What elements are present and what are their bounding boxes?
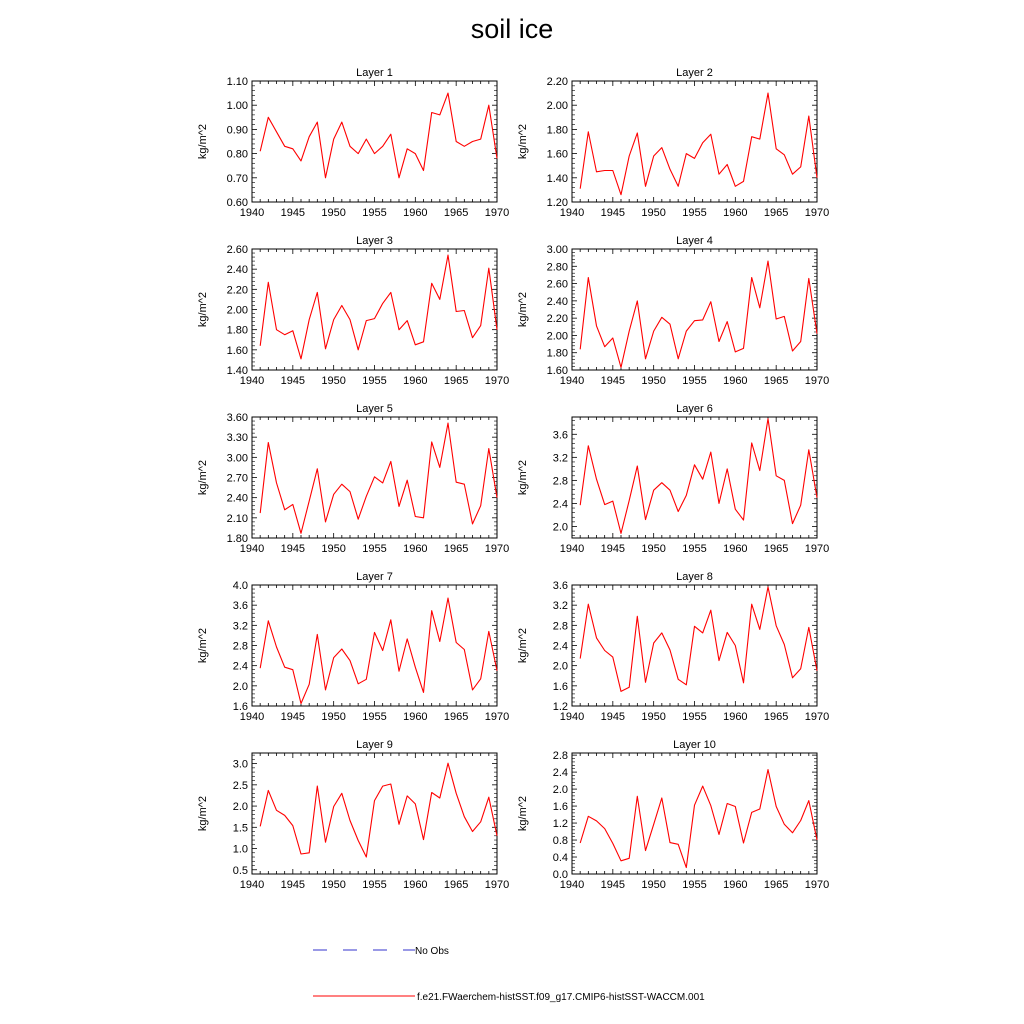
y-tick-label: 2.00 (546, 100, 568, 113)
x-tick-label: 1955 (362, 375, 387, 387)
x-tick-label: 1945 (280, 711, 306, 723)
y-tick-label: 2.00 (226, 304, 248, 317)
x-tick-label: 1970 (804, 375, 830, 387)
series-line (260, 598, 497, 703)
y-tick-label: 1.6 (232, 701, 248, 713)
y-tick-label: 1.80 (546, 124, 568, 137)
y-tick-label: 2.8 (552, 750, 568, 763)
panel-title: Layer 2 (676, 67, 713, 79)
y-tick-label: 2.4 (552, 640, 568, 653)
x-tick-label: 1970 (484, 879, 510, 891)
x-tick-label: 1955 (682, 543, 707, 555)
x-tick-label: 1960 (403, 879, 428, 891)
y-axis-label: kg/m^2 (197, 459, 209, 496)
chart-panel-10 (517, 739, 829, 891)
y-axis-label: kg/m^2 (197, 291, 209, 328)
x-tick-label: 1955 (682, 711, 707, 723)
y-tick-label: 2.0 (232, 801, 248, 814)
x-tick-label: 1945 (600, 375, 626, 387)
y-tick-label: 2.8 (552, 620, 568, 633)
panel-title: Layer 9 (356, 739, 393, 751)
x-tick-label: 1950 (641, 879, 666, 891)
y-axis-label: kg/m^2 (517, 627, 529, 664)
y-tick-label: 2.40 (226, 492, 248, 505)
y-tick-label: 3.0 (232, 758, 248, 771)
y-tick-label: 1.60 (226, 344, 248, 357)
x-tick-label: 1965 (763, 879, 789, 891)
x-tick-label: 1940 (559, 543, 585, 555)
x-tick-label: 1970 (804, 207, 830, 219)
x-tick-label: 1950 (321, 879, 346, 891)
x-tick-label: 1955 (362, 879, 387, 891)
y-tick-label: 1.0 (232, 843, 248, 856)
series-line (580, 587, 817, 691)
x-tick-label: 1965 (443, 207, 469, 219)
x-tick-label: 1960 (403, 543, 428, 555)
chart-panel-2 (517, 67, 829, 219)
y-tick-label: 0.70 (226, 172, 248, 185)
y-tick-label: 2.8 (232, 640, 248, 653)
x-tick-label: 1950 (321, 207, 346, 219)
x-tick-label: 1955 (362, 711, 387, 723)
chart-panel-9 (197, 739, 509, 891)
x-tick-label: 1950 (321, 375, 346, 387)
x-tick-label: 1955 (682, 207, 707, 219)
x-tick-label: 1945 (600, 207, 626, 219)
y-axis-label: kg/m^2 (197, 123, 209, 160)
series-line (580, 419, 817, 534)
y-tick-label: 0.8 (552, 835, 568, 848)
y-tick-label: 4.0 (232, 580, 248, 592)
y-tick-label: 0.4 (552, 852, 568, 865)
y-tick-label: 1.6 (552, 801, 568, 814)
y-axis-label: kg/m^2 (517, 291, 529, 328)
y-tick-label: 2.10 (226, 512, 248, 525)
y-tick-label: 0.60 (226, 197, 248, 209)
x-tick-label: 1940 (239, 711, 265, 723)
x-tick-label: 1945 (280, 207, 306, 219)
x-tick-label: 1960 (723, 879, 748, 891)
y-tick-label: 3.6 (552, 429, 568, 442)
x-tick-label: 1965 (763, 375, 789, 387)
plot-frame (572, 585, 817, 706)
chart-panel-5 (197, 403, 509, 555)
panel-title: Layer 5 (356, 403, 393, 415)
y-tick-label: 0.90 (226, 124, 248, 137)
chart-panel-8 (517, 571, 829, 723)
y-tick-label: 2.8 (552, 475, 568, 488)
y-tick-label: 2.60 (226, 244, 248, 256)
x-tick-label: 1955 (362, 207, 387, 219)
x-tick-label: 1960 (723, 375, 748, 387)
y-tick-label: 1.10 (226, 76, 248, 88)
chart-panel-7 (197, 571, 509, 723)
x-tick-label: 1970 (804, 543, 830, 555)
plot-frame (572, 249, 817, 370)
series-line (260, 763, 497, 857)
y-tick-label: 2.0 (552, 784, 568, 797)
y-tick-label: 2.70 (226, 472, 248, 485)
x-tick-label: 1940 (559, 375, 585, 387)
y-tick-label: 2.00 (546, 330, 568, 343)
y-tick-label: 3.2 (552, 600, 568, 613)
x-tick-label: 1970 (484, 711, 510, 723)
y-axis-label: kg/m^2 (517, 123, 529, 160)
x-tick-label: 1945 (600, 879, 626, 891)
y-axis-label: kg/m^2 (197, 795, 209, 832)
panel-title: Layer 8 (676, 571, 713, 583)
x-tick-label: 1955 (362, 543, 387, 555)
y-tick-label: 2.40 (226, 264, 248, 277)
x-tick-label: 1940 (559, 207, 585, 219)
x-tick-label: 1955 (682, 879, 707, 891)
y-tick-label: 1.80 (546, 347, 568, 360)
plot-frame (252, 81, 497, 202)
x-tick-label: 1965 (443, 879, 469, 891)
x-tick-label: 1970 (484, 207, 510, 219)
y-tick-label: 0.0 (552, 869, 568, 881)
y-tick-label: 1.40 (546, 172, 568, 185)
x-tick-label: 1970 (484, 543, 510, 555)
y-tick-label: 1.2 (552, 701, 568, 713)
panel-title: Layer 3 (356, 235, 393, 247)
x-tick-label: 1945 (280, 375, 306, 387)
y-tick-label: 1.80 (226, 533, 248, 545)
x-tick-label: 1950 (641, 375, 666, 387)
y-tick-label: 2.4 (552, 767, 568, 780)
y-tick-label: 1.5 (232, 822, 248, 835)
y-tick-label: 1.60 (546, 148, 568, 161)
x-tick-label: 1970 (484, 375, 510, 387)
y-tick-label: 3.30 (226, 432, 248, 445)
y-tick-label: 2.40 (546, 295, 568, 308)
x-tick-label: 1965 (443, 711, 469, 723)
figure-title: soil ice (470, 14, 554, 44)
x-tick-label: 1965 (763, 543, 789, 555)
x-tick-label: 1945 (280, 543, 306, 555)
x-tick-label: 1965 (763, 711, 789, 723)
x-tick-label: 1940 (239, 207, 265, 219)
panel-title: Layer 1 (356, 67, 393, 79)
y-tick-label: 3.2 (232, 620, 248, 633)
y-tick-label: 2.5 (232, 779, 248, 792)
y-tick-label: 3.2 (552, 452, 568, 465)
chart-panel-3 (197, 235, 509, 387)
x-tick-label: 1960 (403, 207, 428, 219)
legend-no-obs-label: No Obs (415, 946, 449, 957)
panel-title: Layer 7 (356, 571, 393, 583)
y-tick-label: 0.5 (232, 864, 248, 877)
x-tick-label: 1965 (443, 375, 469, 387)
series-line (260, 255, 497, 359)
chart-panel-1 (197, 67, 509, 219)
plot-frame (252, 753, 497, 874)
panel-title: Layer 6 (676, 403, 713, 415)
x-tick-label: 1950 (321, 711, 346, 723)
plot-frame (572, 81, 817, 202)
x-tick-label: 1965 (763, 207, 789, 219)
series-line (260, 93, 497, 178)
x-tick-label: 1945 (280, 879, 306, 891)
y-tick-label: 2.0 (232, 680, 248, 693)
chart-panel-4 (517, 235, 829, 387)
x-tick-label: 1955 (682, 375, 707, 387)
y-tick-label: 2.20 (546, 313, 568, 326)
x-tick-label: 1965 (443, 543, 469, 555)
plot-frame (572, 753, 817, 874)
y-tick-label: 1.6 (552, 680, 568, 693)
y-tick-label: 3.00 (546, 244, 568, 256)
series-line (580, 93, 817, 195)
y-tick-label: 1.00 (226, 100, 248, 113)
y-axis-label: kg/m^2 (517, 459, 529, 496)
x-tick-label: 1940 (239, 543, 265, 555)
x-tick-label: 1940 (239, 879, 265, 891)
y-tick-label: 1.80 (226, 324, 248, 337)
legend (313, 946, 705, 1003)
panel-title: Layer 10 (673, 739, 716, 751)
x-tick-label: 1950 (641, 207, 666, 219)
x-tick-label: 1960 (403, 711, 428, 723)
plot-frame (252, 249, 497, 370)
x-tick-label: 1940 (559, 711, 585, 723)
x-tick-label: 1960 (723, 207, 748, 219)
y-tick-label: 0.80 (226, 148, 248, 161)
y-axis-label: kg/m^2 (197, 627, 209, 664)
y-tick-label: 2.4 (232, 660, 248, 673)
y-tick-label: 1.2 (552, 818, 568, 831)
y-axis-label: kg/m^2 (517, 795, 529, 832)
x-tick-label: 1945 (600, 711, 626, 723)
y-tick-label: 2.4 (552, 498, 568, 511)
x-tick-label: 1950 (321, 543, 346, 555)
y-tick-label: 2.60 (546, 278, 568, 291)
series-line (260, 423, 497, 533)
x-tick-label: 1970 (804, 879, 830, 891)
y-tick-label: 3.00 (226, 452, 248, 465)
series-line (580, 770, 817, 868)
y-tick-label: 3.60 (226, 412, 248, 424)
y-tick-label: 2.0 (552, 660, 568, 673)
x-tick-label: 1950 (641, 711, 666, 723)
y-tick-label: 1.60 (546, 365, 568, 377)
y-tick-label: 1.20 (546, 197, 568, 209)
y-tick-label: 1.40 (226, 365, 248, 377)
x-tick-label: 1940 (239, 375, 265, 387)
x-tick-label: 1940 (559, 879, 585, 891)
y-tick-label: 3.6 (232, 600, 248, 613)
y-tick-label: 2.0 (552, 521, 568, 534)
x-tick-label: 1960 (723, 543, 748, 555)
x-tick-label: 1960 (723, 711, 748, 723)
y-tick-label: 2.80 (546, 261, 568, 274)
y-tick-label: 3.6 (552, 580, 568, 592)
x-tick-label: 1945 (600, 543, 626, 555)
series-line (580, 261, 817, 367)
x-tick-label: 1950 (641, 543, 666, 555)
chart-panel-6 (517, 403, 829, 555)
legend-model-label: f.e21.FWaerchem-histSST.f09_g17.CMIP6-histSST-WACCM.001 (417, 992, 705, 1003)
y-tick-label: 2.20 (226, 284, 248, 297)
x-tick-label: 1970 (804, 711, 830, 723)
panel-title: Layer 4 (676, 235, 713, 247)
y-tick-label: 2.20 (546, 76, 568, 88)
x-tick-label: 1960 (403, 375, 428, 387)
